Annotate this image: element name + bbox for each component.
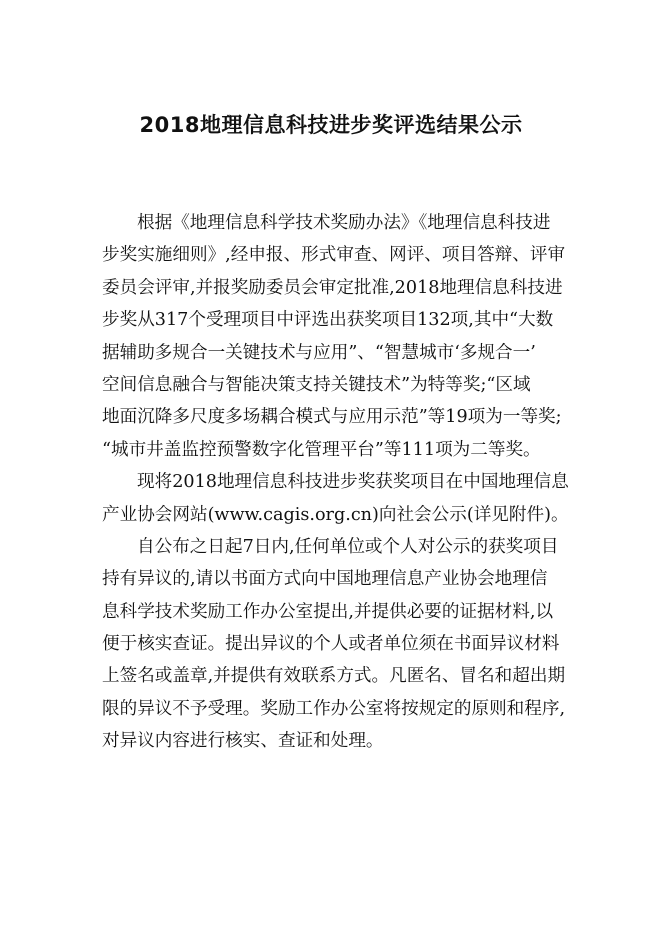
paragraph-line: 步奖实施细则》,经申报、形式审查、网评、项目答辩、评审 [102, 245, 566, 266]
document-body [102, 207, 572, 758]
paragraph-line: 对异议内容进行核实、查证和处理。 [102, 731, 384, 752]
paragraph-line: 步奖从317个受理项目中评选出获奖项目132项,其中“大数 [102, 310, 554, 331]
paragraph-line: 产业协会网站(www.cagis.org.cn)向社会公示(详见附件)。 [102, 504, 569, 525]
paragraph-line: 根据《地理信息科学技术奖励办法》《地理信息科技进 [137, 213, 551, 233]
paragraph-3 [102, 531, 572, 758]
paragraph-line: 自公布之日起7日内,任何单位或个人对公示的获奖项目 [137, 536, 559, 557]
paragraph-line: 空间信息融合与智能决策支持关键技术”为特等奖;“区域 [102, 374, 531, 395]
paragraph-line: 委员会评审,并报奖励委员会审定批准,2018地理信息科技进 [102, 277, 563, 298]
paragraph-line: 现将2018地理信息科技进步奖获奖项目在中国地理信息 [137, 472, 569, 493]
paragraph-line: 据辅助多规合一关键技术与应用”、“智慧城市‘多规合一’ [102, 342, 536, 363]
paragraph-line: 上签名或盖章,并提供有效联系方式。凡匿名、冒名和超出期 [102, 666, 566, 687]
paragraph-line: 息科学技术奖励工作办公室提出,并提供必要的证据材料,以 [102, 601, 554, 622]
paragraph-line: 限的异议不予受理。奖励工作办公室将按规定的原则和程序, [102, 698, 566, 719]
paragraph-line: 持有异议的,请以书面方式向中国地理信息产业协会地理信 [102, 569, 548, 590]
paragraph-1 [102, 207, 572, 466]
paragraph-line: “城市井盖监控预警数字化管理平台”等111项为二等奖。 [102, 439, 541, 460]
paragraph-2 [102, 466, 572, 531]
document-title: 2018地理信息科技进步奖评选结果公示 [139, 113, 523, 137]
paragraph-line: 地面沉降多尺度多场耦合模式与应用示范”等19项为一等奖; [102, 407, 562, 428]
paragraph-line: 便于核实查证。提出异议的个人或者单位须在书面异议材料 [102, 634, 560, 655]
